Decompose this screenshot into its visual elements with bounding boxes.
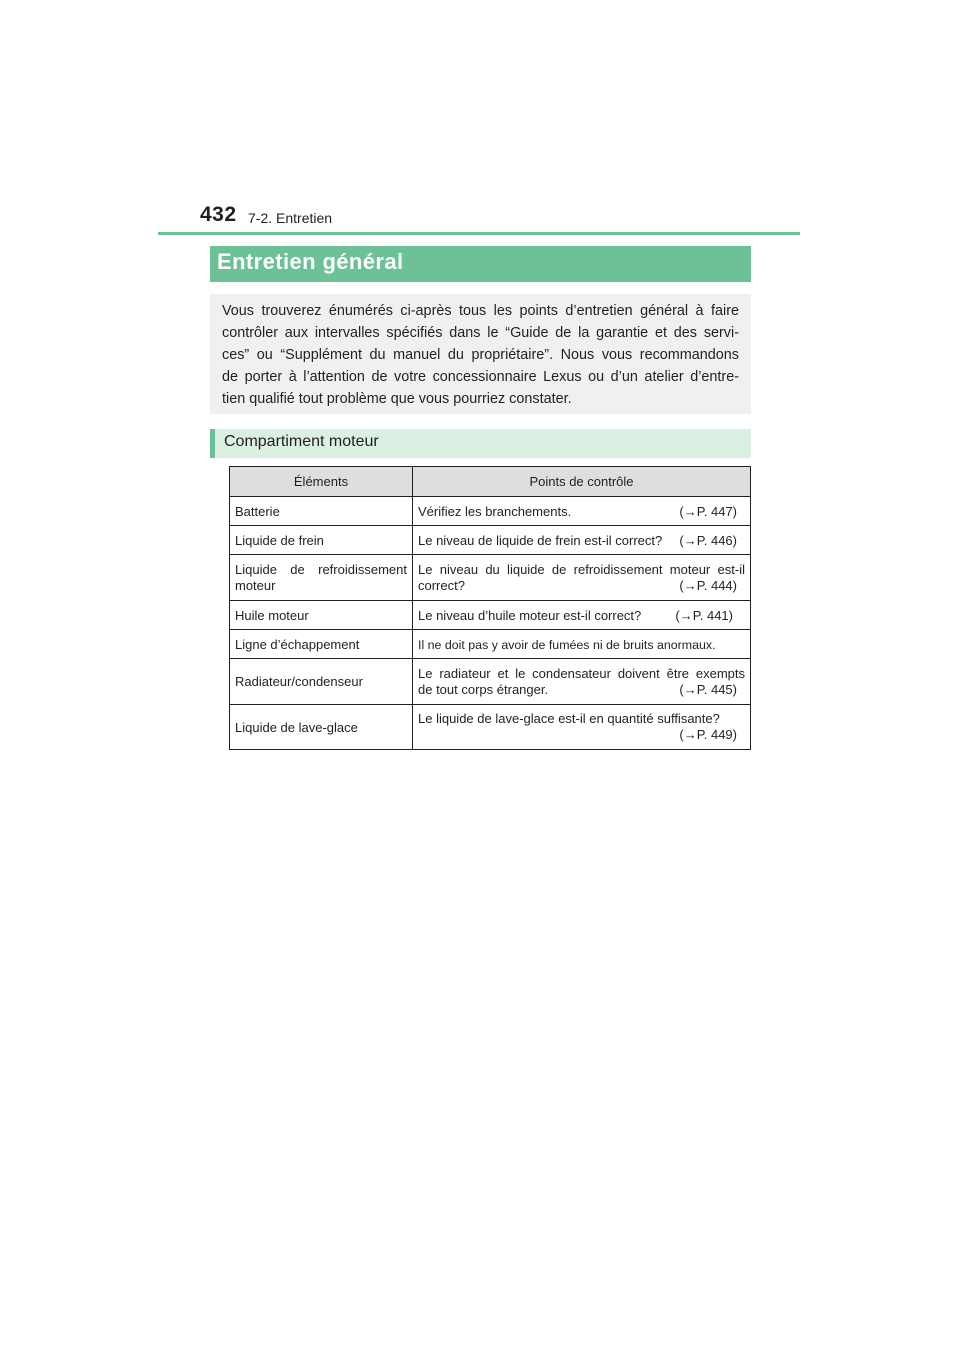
page-reference: (→P. 445) [679,681,737,697]
row-check [413,555,751,601]
maintenance-table [229,466,751,750]
table-row [230,705,751,750]
intro-line: Vous trouverez énumérés ci-après tous les points d’entretien général à faire [222,303,739,319]
page-number: 432 [200,203,237,226]
check-text: Il ne doit pas y avoir de fumées ni de bruits anormaux. [418,637,716,652]
table-header-row [230,467,751,497]
page-reference: (→P. 441) [675,607,733,623]
row-item: Ligne d’échappement [230,630,413,659]
title-bar [210,246,751,282]
intro-box [210,294,751,414]
check-text: Le niveau d’huile moteur est-il correct? [418,607,642,623]
table-row [230,601,751,630]
intro-line: de porter à l’attention de votre concessionnaire Lexus ou d’un atelier d’entre- [222,369,739,385]
header-rule [158,232,800,235]
table-row [230,497,751,526]
row-check [413,659,751,705]
table-row [230,555,751,601]
intro-line: ces” ou “Supplément du manuel du propriétaire”. Nous vous recommandons [222,347,739,363]
page-reference: (→P. 447) [679,503,737,519]
table-row [230,659,751,705]
section-title: 7-2. Entretien [248,210,333,226]
intro-line: tien qualifié tout problème que vous pourriez constater. [222,391,572,407]
row-item: Liquide de lave-glace [230,705,413,750]
page-title: Entretien général [217,249,404,274]
row-item: Batterie [230,497,413,526]
check-text-line2: correct? [418,577,465,593]
column-header-items: Éléments [230,467,413,497]
row-check [413,601,751,630]
row-item: Liquide de frein [230,526,413,555]
page-reference: (→P. 449) [679,727,737,742]
page-reference: (→P. 444) [679,577,737,593]
table-row [230,526,751,555]
item-text-line1: Liquide de refroidissement [235,561,407,577]
subsection-title: Compartiment moteur [224,433,379,450]
subsection-bar [210,429,751,458]
check-text: Vérifiez les branchements. [418,503,572,519]
row-item: Radiateur/condenseur [230,659,413,705]
subsection-accent [210,429,215,458]
row-check [413,705,751,750]
check-text-line1: Le radiateur et le condensateur doivent être exempts [418,665,745,681]
check-text-line1: Le liquide de lave-glace est-il en quantité suffisante? [418,711,720,726]
row-check [413,497,751,526]
check-text: Le niveau de liquide de frein est-il correct? [418,532,663,548]
table-row [230,630,751,659]
row-item: Huile moteur [230,601,413,630]
intro-line: contrôler aux intervalles spécifiés dans le “Guide de la garantie et des servi- [222,325,739,341]
row-check [413,630,751,659]
item-text-line2: moteur [235,577,276,593]
row-item [230,555,413,601]
page-reference: (→P. 446) [679,532,737,548]
check-text-line2: de tout corps étranger. [418,681,549,697]
column-header-checks: Points de contrôle [413,467,751,497]
row-check [413,526,751,555]
check-text-line1: Le niveau du liquide de refroidissement moteur est-il [418,561,745,577]
